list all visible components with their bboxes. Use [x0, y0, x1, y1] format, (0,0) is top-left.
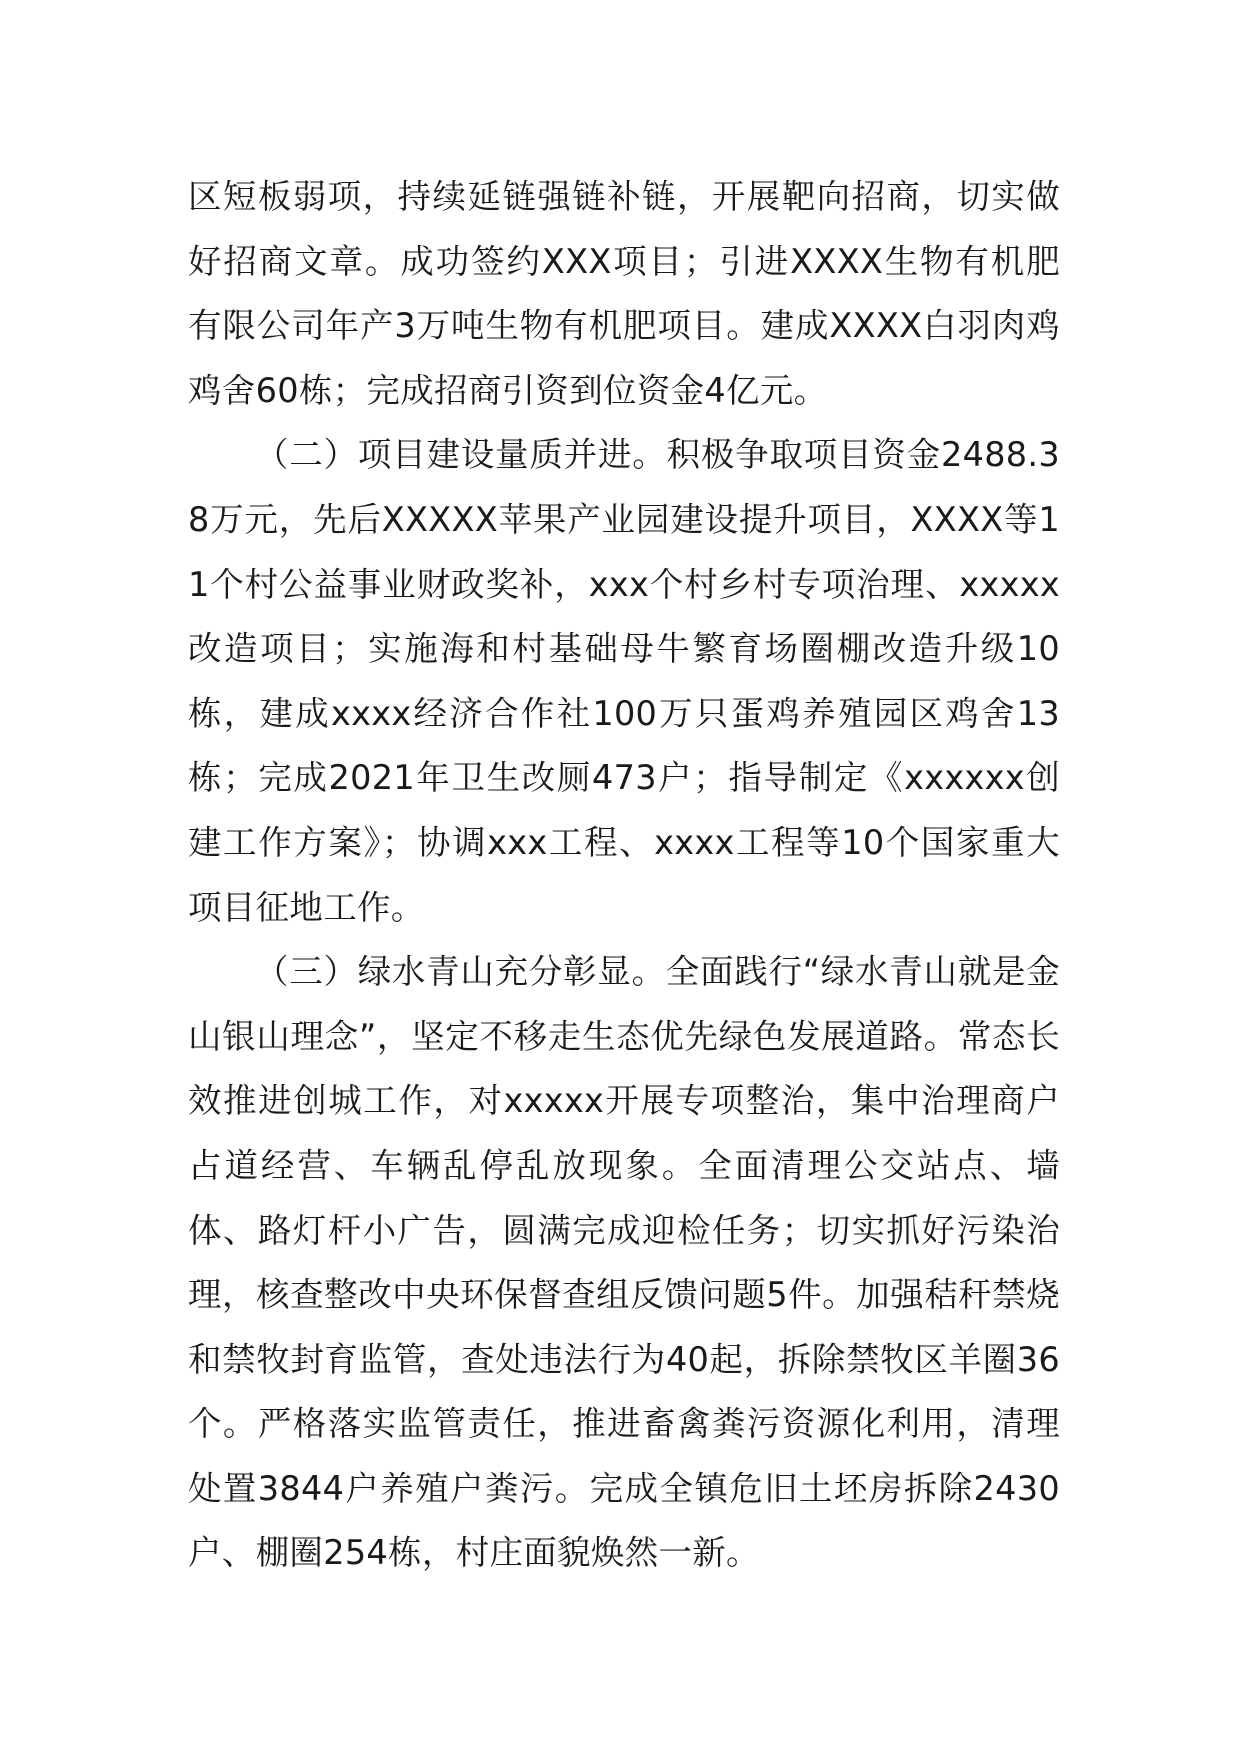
paragraph-continuation: 区短板弱项，持续延链强链补链，开展靶向招商，切实做好招商文章。成功签约XXX项目；引进XXXX生物有机肥有限公司年产3万吨生物有机肥项目。建成XXXX白羽肉鸡鸡舍60栋；完成招商引资到位资金4亿元。	[188, 177, 1060, 410]
paragraph-section-2-project-construction: （二）项目建设量质并进。积极争取项目资金2488.38万元，先后XXXXX苹果产业园建设提升项目，XXXX等11个村公益事业财政奖补，xxx个村乡村专项治理、xxxxx改造项目；实施海和村基础母牛繁育场圈棚改造升级10栋，建成xxxx经济合作社100万只蛋鸡养殖园区鸡舍13栋；完成2021年卫生改厕473户；指导制定《xxxxxx创建工作方案》；协调xxx工程、xxxx工程等10个国家重大项目征地工作。	[188, 435, 1060, 927]
paragraph-section-3-green-mountains: （三）绿水青山充分彰显。全面践行“绿水青山就是金山银山理念”，坚定不移走生态优先绿色发展道路。常态长效推进创城工作，对xxxxx开展专项整治，集中治理商户占道经营、车辆乱停乱放现象。全面清理公交站点、墙体、路灯杆小广告，圆满完成迎检任务；切实抓好污染治理，核查整改中央环保督查组反馈问题5件。加强秸秆禁烧和禁牧封育监管，查处违法行为40起，拆除禁牧区羊圈36个。严格落实监管责任，推进畜禽粪污资源化利用，清理处置3844户养殖户粪污。完成全镇危旧土坯房拆除2430户、棚圈254栋，村庄面貌焕然一新。	[188, 952, 1060, 1573]
document-body	[188, 165, 1060, 1586]
